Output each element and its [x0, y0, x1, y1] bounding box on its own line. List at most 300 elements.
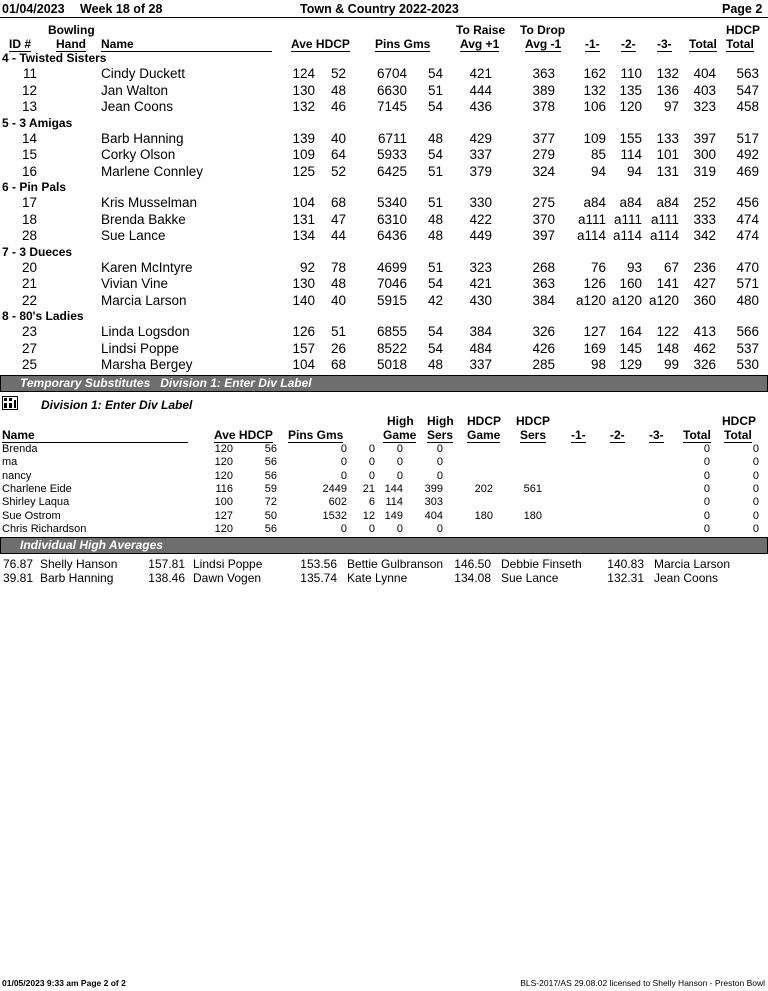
high-averages-bar: [0, 537, 768, 554]
col-ave-hdcp: Ave HDCP: [291, 37, 350, 51]
bowler-ave: 126: [292, 324, 315, 339]
bowler-hdcp: 40: [330, 292, 346, 308]
high-average-name: Barb Hanning: [40, 571, 114, 585]
subs-col-name: [2, 428, 188, 443]
team-title: 5 - 3 Amigas: [2, 115, 73, 130]
bowler-g1: 127: [583, 324, 606, 339]
high-average-name: Marcia Larson: [654, 557, 731, 571]
sub-hdcp: 56: [264, 522, 277, 535]
subs-col-hdcp-sers-1: HDCP: [516, 414, 551, 428]
bowler-id: 15: [21, 147, 37, 162]
bowler-pins: 6436: [376, 228, 407, 243]
division-title: Division 1: Enter Div Label: [41, 398, 193, 412]
bowler-hdcp-total: 470: [736, 259, 759, 275]
bowler-hdcp-total: 474: [736, 228, 759, 243]
sub-hs: 0: [436, 522, 443, 535]
sub-ave: 120: [214, 522, 233, 535]
bowler-pins: 6704: [376, 66, 407, 81]
col-game-1: -1-: [585, 37, 600, 51]
bowler-hdcp: 46: [330, 99, 346, 114]
sub-hs: 0: [436, 456, 443, 469]
bowler-drop: 324: [532, 163, 555, 179]
col-game-2: -2-: [621, 37, 636, 51]
bowler-hdcp-total: 547: [736, 82, 759, 98]
bowler-drop: 397: [532, 228, 555, 243]
bowler-name: Vivian Vine: [101, 276, 169, 291]
bowler-id: 20: [21, 259, 37, 275]
bowler-ave: 130: [292, 276, 315, 291]
sub-pins: 602: [328, 496, 347, 509]
sub-hs: 0: [436, 443, 443, 455]
bowler-gms: 54: [427, 276, 443, 291]
sub-hdcp-total: 0: [752, 522, 759, 535]
league-title: Town & Country 2022-2023: [300, 2, 459, 16]
high-average-name: Lindsi Poppe: [193, 557, 263, 571]
col-hdcp: HDCP: [726, 23, 761, 37]
bowler-hdcp: 48: [330, 276, 346, 291]
bowler-g1: a120: [575, 292, 606, 308]
sub-total: 0: [703, 522, 710, 535]
bowler-ave: 139: [292, 130, 315, 146]
bowler-hdcp: 68: [330, 195, 346, 210]
bowler-g3: a114: [649, 228, 679, 243]
bowler-raise: 384: [469, 324, 492, 339]
bowler-ave: 130: [292, 82, 315, 98]
bowler-gms: 51: [427, 195, 443, 210]
bowler-total: 323: [693, 99, 716, 114]
bowler-total: 326: [693, 357, 716, 372]
subs-col-high-sers-1: High: [427, 414, 454, 428]
high-average-value: 153.56: [300, 557, 337, 571]
sub-gms: 21: [362, 482, 375, 495]
bowler-g3: 131: [656, 163, 679, 179]
bowler-g3: 97: [663, 99, 679, 114]
bowler-total: 236: [693, 259, 716, 275]
bowler-hdcp: 26: [330, 340, 346, 356]
bowler-id: 13: [21, 99, 37, 114]
high-average-name: Bettie Gulbranson: [347, 557, 444, 571]
sub-gms: 0: [368, 469, 375, 482]
bowler-g2: 120: [619, 99, 642, 114]
sub-ave: 120: [214, 456, 233, 469]
sub-hds: 180: [523, 509, 542, 522]
bowler-ave: 104: [292, 357, 315, 372]
sub-name: Sue Ostrom: [2, 509, 61, 522]
bowler-gms: 48: [427, 228, 443, 243]
bowler-total: 333: [693, 211, 716, 227]
bowler-g2: 93: [626, 259, 642, 275]
bowler-g2: 135: [619, 82, 642, 98]
sub-ave: 120: [214, 469, 233, 482]
bowler-id: 21: [21, 276, 37, 291]
sub-total: 0: [703, 482, 710, 495]
sub-hg: 0: [396, 443, 403, 455]
col-avg-plus: Avg +1: [460, 37, 500, 51]
subs-col-pins-gms: Pins Gms: [288, 428, 344, 442]
bowler-g2: a111: [613, 211, 642, 227]
subs-col-name-label: Name: [2, 428, 35, 442]
bowler-gms: 42: [427, 292, 443, 308]
high-average-name: Kate Lynne: [347, 571, 408, 585]
bowler-drop: 326: [532, 324, 555, 339]
bowler-hdcp: 48: [330, 82, 346, 98]
sub-total: 0: [703, 443, 710, 455]
sub-hdcp-total: 0: [752, 509, 759, 522]
bowler-g2: 129: [619, 357, 642, 372]
sub-pins: 1532: [322, 509, 347, 522]
bowler-raise: 429: [469, 130, 492, 146]
sub-hdcp: 50: [264, 509, 277, 522]
bowler-drop: 268: [532, 259, 555, 275]
bowler-id: 22: [21, 292, 37, 308]
bowler-id: 23: [21, 324, 37, 339]
bowler-g3: 99: [663, 357, 679, 372]
bowler-gms: 54: [427, 147, 443, 162]
sub-hdcp-total: 0: [752, 443, 759, 455]
bowler-pins: 7046: [376, 276, 407, 291]
bowler-pins: 6711: [377, 130, 407, 146]
sub-pins: 0: [340, 469, 347, 482]
bowler-pins: 5340: [376, 195, 407, 210]
bowler-g1: 94: [590, 163, 606, 179]
bowler-g3: a84: [656, 195, 679, 210]
bowler-g1: 126: [583, 276, 606, 291]
bowler-hdcp-total: 458: [736, 99, 759, 114]
bowler-raise: 330: [469, 195, 492, 210]
bowler-id: 17: [21, 195, 37, 210]
bowler-g3: 133: [656, 130, 679, 146]
bowler-g3: a111: [650, 211, 679, 227]
bowler-name: Kris Musselman: [101, 195, 198, 210]
subs-col-game-2: -2-: [610, 428, 625, 442]
bowler-name: Marcia Larson: [101, 292, 187, 308]
bowler-hdcp-total: 566: [736, 324, 759, 339]
footer-timestamp: 01/05/2023 9:33 am Page 2 of 2: [2, 978, 126, 988]
bowler-hdcp: 44: [330, 228, 346, 243]
bowler-name: Marsha Bergey: [101, 357, 193, 372]
sub-pins: 0: [340, 443, 347, 455]
bowler-hdcp-total: 469: [736, 163, 759, 179]
sub-pins: 0: [340, 522, 347, 535]
page-number: Page 2: [722, 2, 763, 16]
bowler-id: 12: [21, 82, 37, 98]
bowler-gms: 54: [427, 99, 443, 114]
bowler-gms: 54: [427, 340, 443, 356]
sub-hs: 303: [424, 496, 443, 509]
bowler-pins: 4699: [376, 259, 407, 275]
sub-total: 0: [703, 469, 710, 482]
bowler-hdcp: 51: [330, 324, 346, 339]
bowler-name: Marlene Connley: [101, 163, 204, 179]
col-id: ID #: [9, 37, 32, 51]
bowler-raise: 323: [469, 259, 492, 275]
bowler-total: 413: [693, 324, 716, 339]
sub-total: 0: [703, 509, 710, 522]
bowler-hdcp-total: 480: [736, 292, 759, 308]
bowler-ave: 124: [292, 66, 315, 81]
bowler-name: Sue Lance: [101, 228, 166, 243]
high-average-value: 135.74: [300, 571, 337, 585]
bowler-g1: a84: [583, 195, 606, 210]
bowler-g1: 106: [583, 99, 606, 114]
bowler-total: 319: [693, 163, 716, 179]
sub-hds: 561: [523, 482, 542, 495]
subs-col-ave-hdcp: Ave HDCP: [214, 428, 273, 442]
bowler-ave: 109: [292, 147, 315, 162]
bowler-gms: 48: [427, 357, 443, 372]
sub-name: Chris Richardson: [2, 522, 87, 535]
bowler-name: Barb Hanning: [101, 130, 184, 146]
bowler-g2: a114: [612, 228, 642, 243]
bowler-hdcp: 78: [330, 259, 346, 275]
bowler-pins: 6630: [376, 82, 407, 98]
bowler-drop: 389: [532, 82, 555, 98]
bowler-g2: 164: [619, 324, 642, 339]
bowler-total: 403: [693, 82, 716, 98]
subs-col-total: Total: [683, 428, 711, 442]
bowler-drop: 363: [532, 276, 555, 291]
sub-gms: 6: [368, 496, 375, 509]
bowler-g1: 169: [583, 340, 606, 356]
bowler-gms: 51: [427, 259, 443, 275]
bowler-g2: 145: [619, 340, 642, 356]
high-average-name: Sue Lance: [501, 571, 559, 585]
high-average-name: Jean Coons: [654, 571, 719, 585]
sub-hdcp-total: 0: [752, 482, 759, 495]
bowler-gms: 51: [427, 82, 443, 98]
sub-hdcp: 56: [264, 443, 277, 455]
bowler-g3: 67: [663, 259, 679, 275]
subs-col-game-3: -3-: [649, 428, 664, 442]
bowler-g2: 110: [620, 66, 642, 81]
bowler-g1: 162: [583, 66, 606, 81]
sub-hdcp-total: 0: [752, 496, 759, 509]
bowler-g2: 114: [620, 147, 642, 162]
bowler-g3: 122: [656, 324, 679, 339]
bowler-total: 397: [693, 130, 716, 146]
bowler-gms: 48: [427, 211, 443, 227]
bowler-raise: 421: [469, 66, 492, 81]
bowler-hdcp: 52: [330, 163, 346, 179]
sub-ave: 100: [214, 496, 233, 509]
bowler-g2: 94: [626, 163, 642, 179]
bowler-hdcp-total: 517: [736, 130, 759, 146]
bowler-drop: 426: [532, 340, 555, 356]
bowler-g3: 148: [656, 340, 679, 356]
bowler-drop: 275: [532, 195, 555, 210]
bowler-pins: 6425: [376, 163, 407, 179]
sub-name: Charlene Eide: [2, 482, 72, 495]
bowler-name: Corky Olson: [101, 147, 176, 162]
bowler-g2: a84: [619, 195, 642, 210]
bowler-ave: 104: [292, 195, 315, 210]
bowler-pins: 6310: [376, 211, 407, 227]
subs-col-hdcp-game-1: HDCP: [467, 414, 502, 428]
bowler-hdcp-total: 492: [736, 147, 759, 162]
bowler-pins: 5933: [376, 147, 407, 162]
sub-hg: 0: [396, 522, 403, 535]
sub-pins: 0: [340, 456, 347, 469]
high-average-name: Shelly Hanson: [40, 557, 118, 571]
footer-license: BLS-2017/AS 29.08.02 licensed to Shelly Hanson - Preston Bowl: [520, 978, 765, 988]
sub-ave: 127: [214, 509, 233, 522]
bowler-id: 14: [21, 130, 37, 146]
sub-hg: 0: [396, 456, 403, 469]
bowler-raise: 430: [469, 292, 492, 308]
col-to-raise: To Raise: [456, 23, 506, 37]
high-average-value: 132.31: [607, 571, 644, 585]
bowler-name: Cindy Duckett: [101, 66, 186, 81]
bowler-raise: 444: [469, 82, 492, 98]
bowler-drop: 377: [532, 130, 555, 146]
bowler-hdcp-total: 474: [736, 211, 759, 227]
bowler-ave: 125: [292, 163, 315, 179]
sub-hg: 149: [384, 509, 403, 522]
bowler-hdcp: 68: [330, 357, 346, 372]
bowler-drop: 378: [532, 99, 555, 114]
sub-hdcp-total: 0: [752, 469, 759, 482]
bowler-drop: 384: [532, 292, 555, 308]
high-average-value: 157.81: [148, 557, 185, 571]
bowler-ave: 140: [292, 292, 315, 308]
sub-hdcp: 56: [264, 469, 277, 482]
team-title: 8 - 80's Ladies: [2, 309, 84, 323]
bowler-g1: 98: [590, 357, 606, 372]
high-averages-label: Individual High Averages: [20, 538, 163, 552]
col-name: [101, 37, 272, 52]
high-average-value: 76.87: [2, 557, 33, 571]
bowler-id: 11: [22, 66, 37, 81]
bowler-raise: 484: [469, 340, 492, 356]
bowler-ave: 132: [292, 99, 315, 114]
bowler-name: Brenda Bakke: [101, 211, 186, 227]
bowler-g3: 101: [656, 147, 679, 162]
sub-name: ma: [2, 456, 18, 469]
high-average-name: Dawn Vogen: [193, 571, 262, 585]
bowler-g3: a120: [648, 292, 679, 308]
sub-gms: 12: [362, 509, 375, 522]
subs-col-high-sers-2: Sers: [427, 428, 454, 442]
bowler-g1: 132: [583, 82, 606, 98]
col-bowling: Bowling: [48, 23, 95, 37]
col-name-label: Name: [101, 37, 134, 51]
bowler-raise: 422: [469, 211, 492, 227]
bowler-gms: 48: [427, 130, 443, 146]
bowler-pins: 5915: [376, 292, 407, 308]
bowler-total: 342: [693, 228, 716, 243]
bowler-raise: 379: [469, 163, 492, 179]
bowler-g3: 141: [656, 276, 679, 291]
sub-hs: 399: [424, 482, 443, 495]
bowler-hdcp: 52: [330, 66, 346, 81]
bowler-ave: 131: [292, 211, 315, 227]
subs-col-game-1: -1-: [571, 428, 586, 442]
sub-ave: 120: [214, 443, 233, 455]
bowler-hdcp-total: 537: [736, 340, 759, 356]
bowler-drop: 279: [532, 147, 555, 162]
sub-hdcp: 56: [264, 456, 277, 469]
bowler-pins: 5018: [376, 357, 407, 372]
sub-hdcp: 72: [264, 496, 277, 509]
bowler-g3: 132: [656, 66, 679, 81]
bowler-g1: a111: [577, 211, 606, 227]
header-rule: [0, 17, 768, 18]
bowler-raise: 449: [469, 228, 492, 243]
bowler-hdcp-total: 456: [736, 195, 759, 210]
report-date: 01/04/2023: [2, 2, 65, 16]
bowler-gms: 54: [427, 324, 443, 339]
bowler-drop: 363: [532, 66, 555, 81]
subs-col-hdcp-game-2: Game: [467, 428, 501, 442]
sub-gms: 0: [368, 443, 375, 455]
high-average-value: 140.83: [607, 557, 644, 571]
bowler-id: 27: [21, 340, 37, 356]
subs-col-hdcp-sers-2: Sers: [520, 428, 547, 442]
bowler-gms: 51: [427, 163, 443, 179]
bowler-g2: a120: [611, 292, 642, 308]
sub-name: nancy: [2, 469, 32, 482]
sub-hg: 0: [396, 469, 403, 482]
col-hdcp-total: Total: [726, 37, 754, 51]
division-icon: [2, 396, 18, 410]
bowler-g1: 76: [590, 259, 606, 275]
high-average-name: Debbie Finseth: [501, 557, 582, 571]
subs-col-high-game-2: Game: [383, 428, 417, 442]
col-hand: Hand: [56, 37, 86, 51]
col-total: Total: [689, 37, 717, 51]
subs-section-bar: [0, 375, 768, 392]
col-pins-gms: Pins Gms: [375, 37, 431, 51]
bowler-total: 252: [693, 195, 716, 210]
bowler-ave: 134: [292, 228, 315, 243]
bowler-raise: 337: [469, 357, 492, 372]
bowler-g2: 155: [619, 130, 642, 146]
sub-name: Shirley Laqua: [2, 496, 70, 509]
bowler-name: Jean Coons: [101, 99, 174, 114]
bowler-id: 25: [21, 357, 37, 372]
high-average-value: 146.50: [454, 557, 491, 571]
sub-name: Brenda: [2, 443, 38, 455]
sub-total: 0: [703, 456, 710, 469]
bowler-gms: 54: [427, 66, 443, 81]
subs-section-label: Temporary Substitutes Division 1: Enter Div Label: [20, 376, 312, 390]
high-average-value: 134.08: [454, 571, 491, 585]
col-game-3: -3-: [657, 37, 672, 51]
subs-col-hdcp: HDCP: [722, 414, 757, 428]
bowler-ave: 157: [292, 340, 315, 356]
bowler-hdcp: 40: [330, 130, 346, 146]
bowler-pins: 6855: [376, 324, 407, 339]
bowler-hdcp-total: 563: [736, 66, 759, 81]
bowler-id: 16: [21, 163, 37, 179]
bowler-name: Jan Walton: [101, 82, 169, 98]
high-average-value: 39.81: [2, 571, 33, 585]
bowler-drop: 285: [532, 357, 555, 372]
bowler-raise: 337: [469, 147, 492, 162]
sub-hdg: 202: [474, 482, 493, 495]
sub-hg: 114: [385, 496, 403, 509]
sub-hdg: 180: [474, 509, 493, 522]
subs-col-hdcp-total: Total: [724, 428, 752, 442]
bowler-raise: 436: [469, 99, 492, 114]
bowler-g1: 109: [583, 130, 606, 146]
subs-col-high-game-1: High: [387, 414, 414, 428]
bowler-hdcp: 47: [330, 211, 346, 227]
sub-total: 0: [703, 496, 710, 509]
bowler-ave: 92: [299, 259, 315, 275]
bowler-g3: 136: [656, 82, 679, 98]
bowler-g1: a114: [576, 228, 606, 243]
